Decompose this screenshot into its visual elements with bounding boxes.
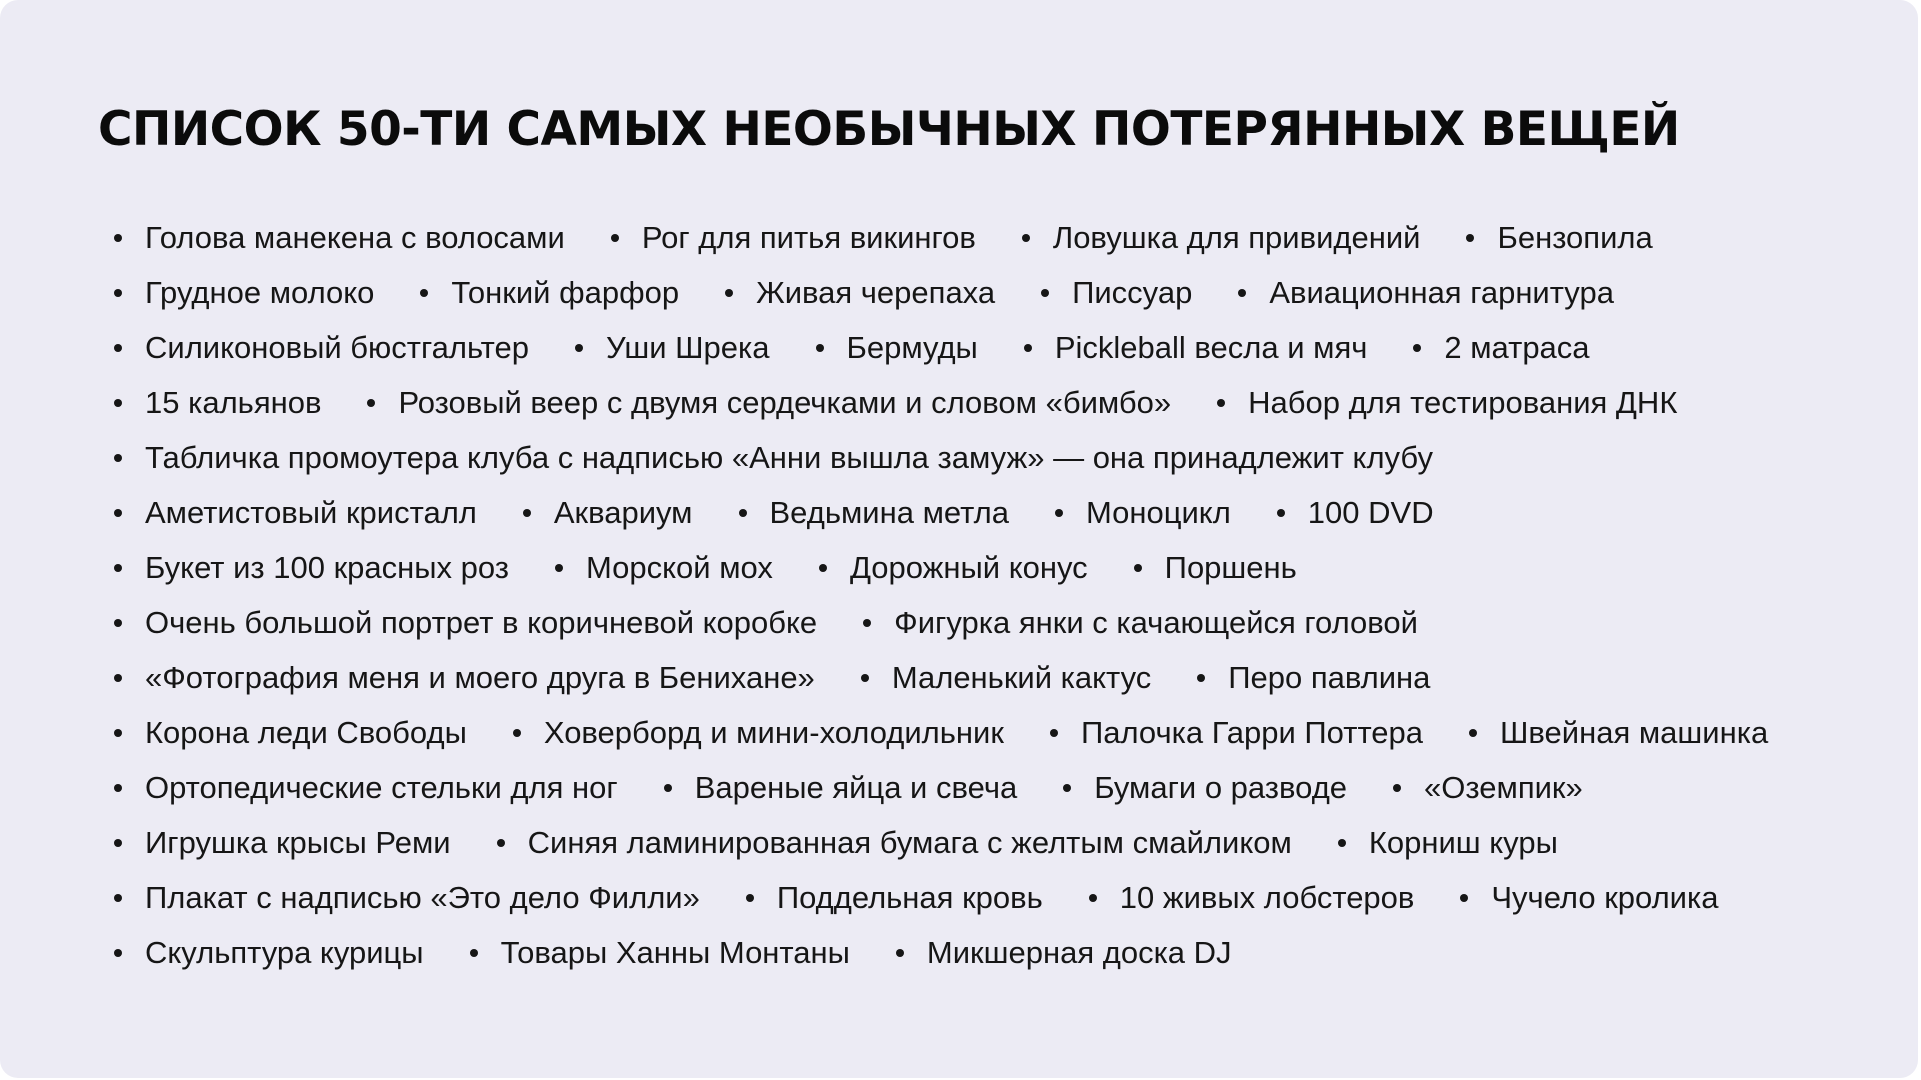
bullet-icon (114, 344, 122, 352)
bullet-icon (1055, 509, 1063, 517)
list-item (1277, 495, 1434, 531)
list-item-label: Ведьмина метла (769, 494, 1009, 530)
list-item (114, 605, 817, 641)
list-item-label: Набор для тестирования ДНК (1248, 384, 1678, 420)
list-item (1413, 330, 1589, 366)
bullet-icon (555, 564, 563, 572)
bullet-icon (1134, 564, 1142, 572)
list-item (819, 550, 1088, 586)
list-row (114, 815, 1894, 870)
list-item (816, 330, 978, 366)
list-item-label: Товары Ханны Монтаны (500, 934, 850, 970)
bullet-icon (1277, 509, 1285, 517)
bullet-icon (114, 399, 122, 407)
list-item-label: Pickleball весла и мяч (1054, 329, 1368, 365)
bullet-icon (114, 894, 122, 902)
list-item (497, 825, 1292, 861)
list-row (114, 485, 1894, 540)
list-item-label: 10 живых лобстеров (1119, 879, 1415, 915)
list-item (114, 495, 477, 531)
list-item (114, 440, 1433, 476)
list-item-label: Моноцикл (1085, 494, 1231, 530)
bullet-icon (114, 949, 122, 957)
bullet-icon (1460, 894, 1468, 902)
list-item-label: Букет из 100 красных роз (145, 549, 509, 585)
list-item (513, 715, 1004, 751)
bullet-icon (114, 674, 122, 682)
list-item (1197, 660, 1430, 696)
bullet-icon (1466, 234, 1474, 242)
list-row (114, 430, 1894, 485)
list-item-label: Голова манекена с волосами (145, 219, 565, 255)
list-item-label: Морской мох (585, 549, 773, 585)
list-item (1217, 385, 1677, 421)
bullet-icon (513, 729, 521, 737)
list-item-label: Корниш куры (1368, 824, 1558, 860)
list-item-label: Аквариум (553, 494, 693, 530)
list-item (1024, 330, 1368, 366)
list-row (114, 320, 1894, 375)
bullet-icon (1041, 289, 1049, 297)
bullet-icon (861, 674, 869, 682)
list-item-label: Силиконовый бюстгальтер (145, 329, 530, 365)
list-item-label: Маленький кактус (891, 659, 1152, 695)
list-item-label: Плакат с надписью «Это дело Филли» (145, 879, 700, 915)
list-item (114, 220, 565, 256)
lost-items-list (114, 210, 1894, 980)
list-item (1041, 275, 1192, 311)
list-item (114, 385, 321, 421)
list-item-label: Фигурка янки с качающейся головой (894, 604, 1418, 640)
bullet-icon (575, 344, 583, 352)
list-row (114, 925, 1894, 980)
list-item-label: Перо павлина (1228, 659, 1431, 695)
list-item (575, 330, 769, 366)
bullet-icon (1469, 729, 1477, 737)
list-item-label: Чучело кролика (1491, 879, 1719, 915)
list-item (1022, 220, 1421, 256)
page-title: СПИСОК 50-ТИ САМЫХ НЕОБЫЧНЫХ ПОТЕРЯННЫХ ВЕЩЕЙ (98, 102, 1680, 157)
list-item-label: Очень большой портрет в коричневой коробке (145, 604, 818, 640)
list-item (1338, 825, 1558, 861)
bullet-icon (1393, 784, 1401, 792)
list-item (1393, 770, 1583, 806)
bullet-icon (1089, 894, 1097, 902)
list-item-label: 100 DVD (1307, 494, 1434, 530)
list-item-label: Живая черепаха (756, 274, 996, 310)
list-item-label: Микшерная доска DJ (926, 934, 1232, 970)
bullet-icon (739, 509, 747, 517)
bullet-icon (1050, 729, 1058, 737)
bullet-icon (114, 839, 122, 847)
list-item-label: Скульптура курицы (145, 934, 424, 970)
list-item-label: Ортопедические стельки для ног (145, 769, 618, 805)
list-row (114, 705, 1894, 760)
list-row (114, 210, 1894, 265)
list-item-label: Бермуды (846, 329, 978, 365)
list-item-label: Грудное молоко (145, 274, 375, 310)
list-item (1238, 275, 1614, 311)
list-item (1063, 770, 1347, 806)
list-item (739, 495, 1009, 531)
bullet-icon (1063, 784, 1071, 792)
list-item (725, 275, 995, 311)
list-item (114, 660, 815, 696)
list-item (420, 275, 679, 311)
bullet-icon (523, 509, 531, 517)
list-item (367, 385, 1171, 421)
list-item-label: Бумаги о разводе (1094, 769, 1348, 805)
list-item-label: Аметистовый кристалл (145, 494, 477, 530)
bullet-icon (114, 619, 122, 627)
bullet-icon (1217, 399, 1225, 407)
bullet-icon (816, 344, 824, 352)
list-item-label: Тонкий фарфор (451, 274, 680, 310)
list-item (863, 605, 1418, 641)
bullet-icon (470, 949, 478, 957)
list-item (114, 550, 509, 586)
bullet-icon (114, 234, 122, 242)
list-item-label: Ховерборд и мини-холодильник (543, 714, 1004, 750)
bullet-icon (1197, 674, 1205, 682)
list-item (114, 275, 374, 311)
list-item-label: Корона леди Свободы (145, 714, 467, 750)
list-item (114, 880, 700, 916)
list-item (114, 825, 451, 861)
list-item (1134, 550, 1297, 586)
bullet-icon (114, 289, 122, 297)
bullet-icon (664, 784, 672, 792)
list-item (1055, 495, 1231, 531)
bullet-icon (367, 399, 375, 407)
list-row (114, 760, 1894, 815)
list-row (114, 870, 1894, 925)
bullet-icon (497, 839, 505, 847)
bullet-icon (1024, 344, 1032, 352)
list-item-label: «Фотография меня и моего друга в Бенихане» (145, 659, 815, 695)
list-item-label: Розовый веер с двумя сердечками и словом «бимбо» (398, 384, 1172, 420)
bullet-icon (863, 619, 871, 627)
list-item (470, 935, 850, 971)
list-item (1469, 715, 1768, 751)
list-item (1089, 880, 1415, 916)
bullet-icon (1413, 344, 1421, 352)
list-item-label: Поддельная кровь (776, 879, 1043, 915)
list-item-label: Синяя ламинированная бумага с желтым смайликом (527, 824, 1292, 860)
list-item (611, 220, 976, 256)
bullet-icon (420, 289, 428, 297)
list-item (555, 550, 773, 586)
list-row (114, 540, 1894, 595)
list-item-label: Авиационная гарнитура (1269, 274, 1614, 310)
list-item-label: Писсуар (1072, 274, 1193, 310)
list-item (114, 770, 618, 806)
bullet-icon (1338, 839, 1346, 847)
list-item-label: Ловушка для привидений (1052, 219, 1421, 255)
list-item (1050, 715, 1423, 751)
list-item (896, 935, 1232, 971)
list-item-label: Уши Шрека (606, 329, 770, 365)
list-item-label: «Оземпик» (1424, 769, 1583, 805)
list-item-label: Палочка Гарри Поттера (1080, 714, 1424, 750)
list-item-label: Игрушка крысы Реми (145, 824, 451, 860)
list-item (523, 495, 693, 531)
list-item-label: Поршень (1164, 549, 1297, 585)
list-item (1460, 880, 1718, 916)
list-item-label: Швейная машинка (1500, 714, 1769, 750)
bullet-icon (1238, 289, 1246, 297)
list-item (861, 660, 1151, 696)
list-item-label: 2 матраса (1444, 329, 1590, 365)
list-item (114, 715, 467, 751)
list-item (114, 330, 529, 366)
bullet-icon (114, 784, 122, 792)
bullet-icon (896, 949, 904, 957)
bullet-icon (1022, 234, 1030, 242)
bullet-icon (725, 289, 733, 297)
bullet-icon (114, 729, 122, 737)
list-item-label: Дорожный конус (849, 549, 1088, 585)
bullet-icon (114, 454, 122, 462)
list-row (114, 265, 1894, 320)
list-item-label: 15 кальянов (145, 384, 322, 420)
list-item-label: Рог для питья викингов (641, 219, 976, 255)
list-item-label: Вареные яйца и свеча (694, 769, 1018, 805)
list-item (746, 880, 1043, 916)
bullet-icon (746, 894, 754, 902)
list-row (114, 375, 1894, 430)
bullet-icon (819, 564, 827, 572)
bullet-icon (611, 234, 619, 242)
list-item-label: Табличка промоутера клуба с надписью «Анни вышла замуж» — она принадлежит клубу (145, 439, 1433, 475)
list-item (1466, 220, 1652, 256)
bullet-icon (114, 564, 122, 572)
list-item (664, 770, 1018, 806)
list-item-label: Бензопила (1497, 219, 1653, 255)
list-row (114, 650, 1894, 705)
bullet-icon (114, 509, 122, 517)
list-row (114, 595, 1894, 650)
list-item (114, 935, 424, 971)
